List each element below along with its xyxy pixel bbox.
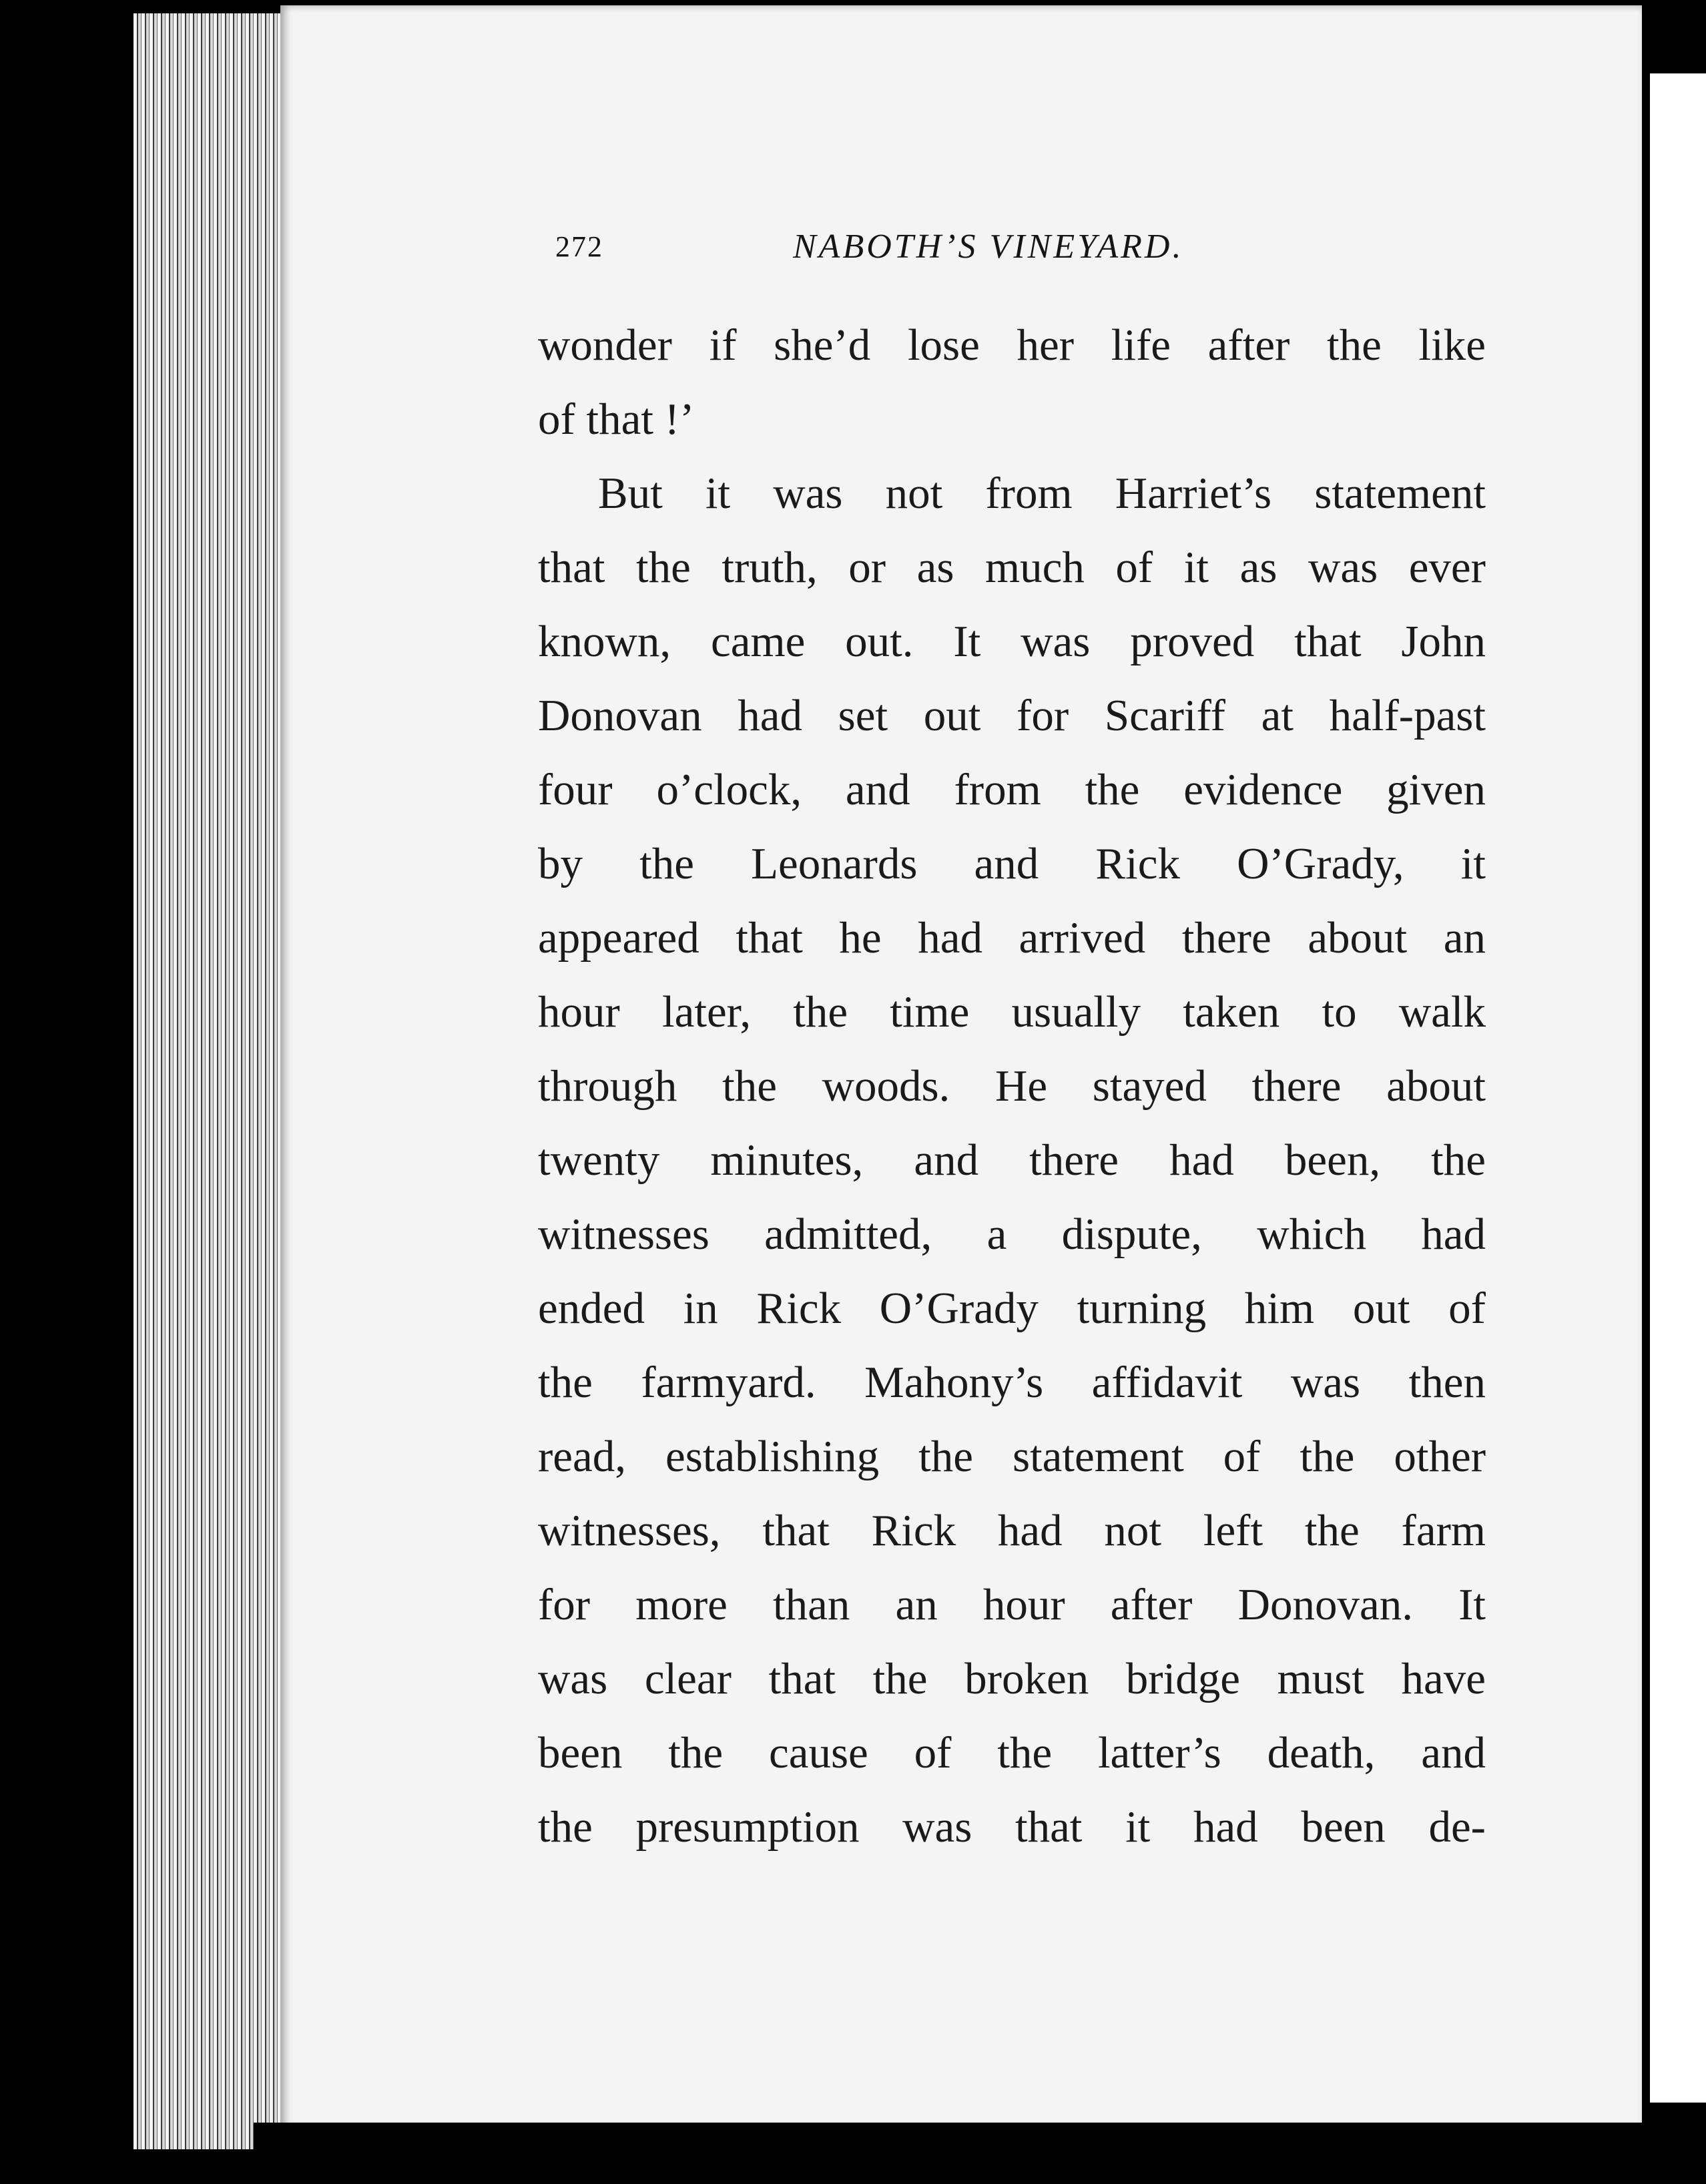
text-line: by the Leonards and Rick O’Grady, it bbox=[538, 839, 1486, 888]
text-line: ended in Rick O’Grady turning him out of bbox=[538, 1284, 1486, 1333]
text-line: twenty minutes, and there had been, the bbox=[538, 1135, 1486, 1185]
book-page-edges bbox=[133, 13, 287, 2149]
running-head bbox=[555, 227, 1249, 280]
text-line: the farmyard. Mahony’s affidavit was then bbox=[538, 1358, 1486, 1407]
body-text bbox=[538, 308, 1486, 1864]
next-page-edge bbox=[1650, 73, 1706, 2103]
text-line: witnesses admitted, a dispute, which had bbox=[538, 1209, 1486, 1259]
text-line: through the woods. He stayed there about bbox=[538, 1061, 1486, 1111]
text-line: of that !’ bbox=[538, 394, 695, 444]
text-line: the presumption was that it had been de- bbox=[538, 1802, 1486, 1852]
text-line: witnesses, that Rick had not left the farm bbox=[538, 1506, 1486, 1555]
page-number: 272 bbox=[555, 230, 603, 263]
text-line: But it was not from Harriet’s statement bbox=[598, 469, 1486, 518]
scan-background bbox=[254, 2123, 1706, 2184]
running-title: NABOTH’S VINEYARD. bbox=[793, 228, 1184, 266]
text-line: hour later, the time usually taken to walk bbox=[538, 987, 1486, 1037]
text-line: four o’clock, and from the evidence given bbox=[538, 765, 1486, 814]
text-line: been the cause of the latter’s death, and bbox=[538, 1728, 1486, 1778]
text-line: Donovan had set out for Scariff at half-past bbox=[538, 691, 1486, 740]
text-line: for more than an hour after Donovan. It bbox=[538, 1580, 1486, 1629]
text-line: read, establishing the statement of the other bbox=[538, 1432, 1486, 1481]
text-line: appeared that he had arrived there about an bbox=[538, 913, 1486, 963]
text-line: that the truth, or as much of it as was ever bbox=[538, 543, 1486, 592]
text-line: wonder if she’d lose her life after the like bbox=[538, 320, 1486, 370]
text-line: was clear that the broken bridge must have bbox=[538, 1654, 1486, 1703]
text-line: known, came out. It was proved that John bbox=[538, 617, 1486, 666]
